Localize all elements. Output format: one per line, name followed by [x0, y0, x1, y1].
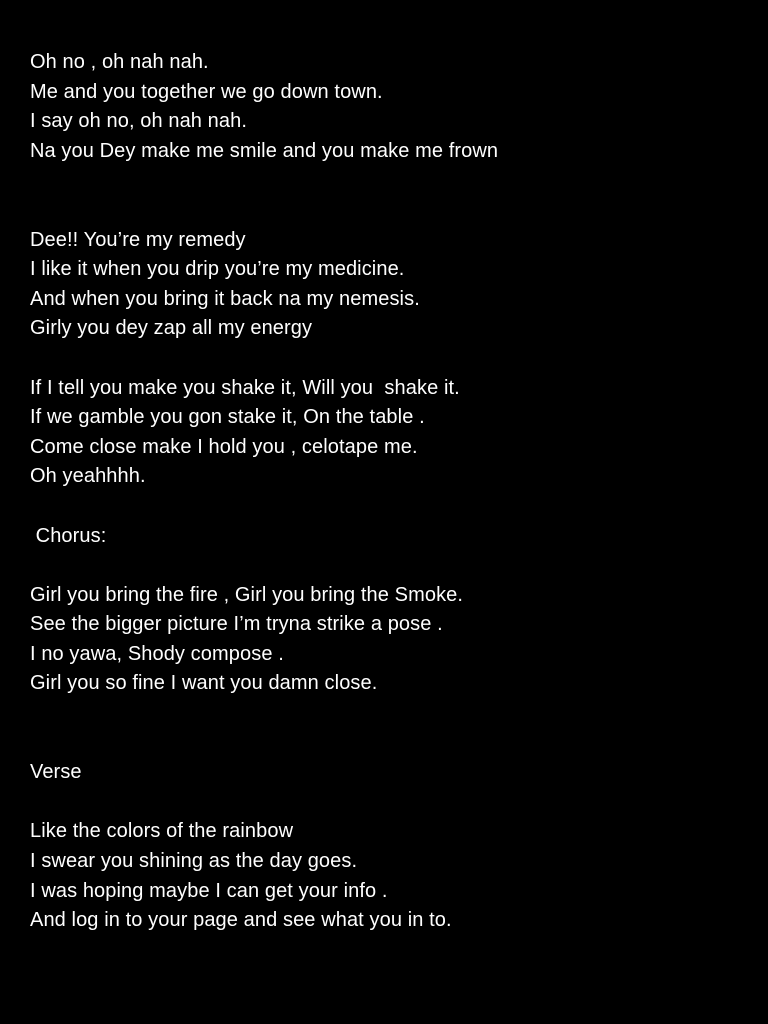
- text-line: Come close make I hold you , celotape me.: [30, 435, 418, 458]
- text-line: And when you bring it back na my nemesis.: [30, 287, 420, 310]
- note-body[interactable]: [30, 48, 750, 936]
- blank-line: [30, 729, 750, 759]
- section-heading-chorus: Chorus:: [30, 524, 107, 547]
- blank-line: [30, 196, 750, 226]
- text-line: Me and you together we go down town.: [30, 80, 383, 103]
- text-line: If we gamble you gon stake it, On the table .: [30, 406, 425, 429]
- text-line: I was hoping maybe I can get your info .: [30, 879, 388, 902]
- blank-line: [30, 788, 750, 818]
- text-line: I swear you shining as the day goes.: [30, 850, 358, 873]
- text-line: Dee!! You’re my remedy: [30, 228, 246, 251]
- text-line: Na you Dey make me smile and you make me frown: [30, 139, 499, 162]
- text-line: Girly you dey zap all my energy: [30, 317, 313, 340]
- text-line: See the bigger picture I’m tryna strike a pose .: [30, 613, 443, 636]
- text-line: I like it when you drip you’re my medicine.: [30, 258, 405, 281]
- text-line: If I tell you make you shake it, Will you shake it.: [30, 376, 460, 399]
- blank-line: [30, 344, 750, 374]
- blank-line: [30, 551, 750, 581]
- text-line: Like the colors of the rainbow: [30, 820, 294, 843]
- text-line: Girl you bring the fire , Girl you bring the Smoke.: [30, 583, 464, 606]
- blank-line: [30, 492, 750, 522]
- text-line: I say oh no, oh nah nah.: [30, 110, 248, 133]
- text-line: Oh yeahhhh.: [30, 465, 146, 488]
- blank-line: [30, 699, 750, 729]
- text-line: I no yawa, Shody compose .: [30, 642, 284, 665]
- text-line: Oh no , oh nah nah.: [30, 51, 209, 73]
- text-line: And log in to your page and see what you in to.: [30, 909, 452, 932]
- blank-line: [30, 166, 750, 196]
- text-line: Girl you so fine I want you damn close.: [30, 672, 378, 695]
- section-heading-verse: Verse: [30, 761, 82, 784]
